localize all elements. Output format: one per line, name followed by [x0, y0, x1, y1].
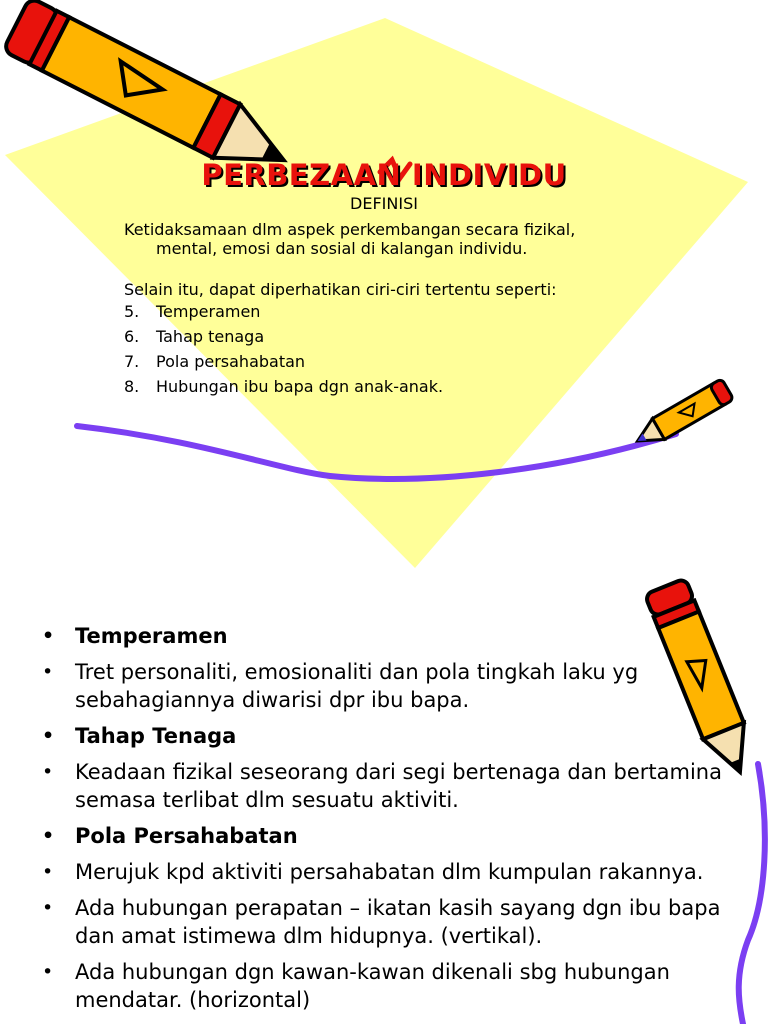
- list-item: 6. Tahap tenaga: [124, 327, 265, 346]
- list-item: 5. Temperamen: [124, 302, 261, 321]
- purple-swoosh-right: [739, 764, 765, 1024]
- list-item: • Ada hubungan perapatan – ikatan kasih sayang dgn ibu bapa dan amat istimewa dlm hidupnya. (vertikal).: [42, 896, 721, 948]
- list-item-heading: • Pola Persahabatan: [42, 824, 298, 848]
- list-item: • Ada hubungan dgn kawan-kawan dikenali sbg hubungan mendatar. (horizontal): [42, 960, 670, 1012]
- list-item-heading: • Temperamen: [42, 624, 228, 648]
- list-item: • Merujuk kpd aktiviti persahabatan dlm kumpulan rakannya.: [42, 860, 704, 884]
- list-item: • Keadaan fizikal seseorang dari segi bertenaga dan bertamina semasa terlibat dlm sesuatu aktiviti.: [42, 760, 722, 812]
- definition-text: Ketidaksamaan dlm aspek perkembangan secara fizikal, mental, emosi dan sosial di kalangan individu.: [124, 220, 576, 258]
- slide-title: PERBEZAAN INDIVIDU: [201, 158, 567, 192]
- details-list: [42, 622, 732, 1022]
- intro-text: Selain itu, dapat diperhatikan ciri-ciri tertentu seperti:: [124, 280, 557, 299]
- slide-subtitle: DEFINISI: [350, 194, 418, 213]
- list-item: 8. Hubungan ibu bapa dgn anak-anak.: [124, 377, 444, 396]
- list-item: • Tret personaliti, emosionaliti dan pola tingkah laku yg sebahagiannya diwarisi dpr ibu bapa.: [42, 660, 639, 712]
- list-item-heading: • Tahap Tenaga: [42, 724, 237, 748]
- list-item: 7. Pola persahabatan: [124, 352, 306, 371]
